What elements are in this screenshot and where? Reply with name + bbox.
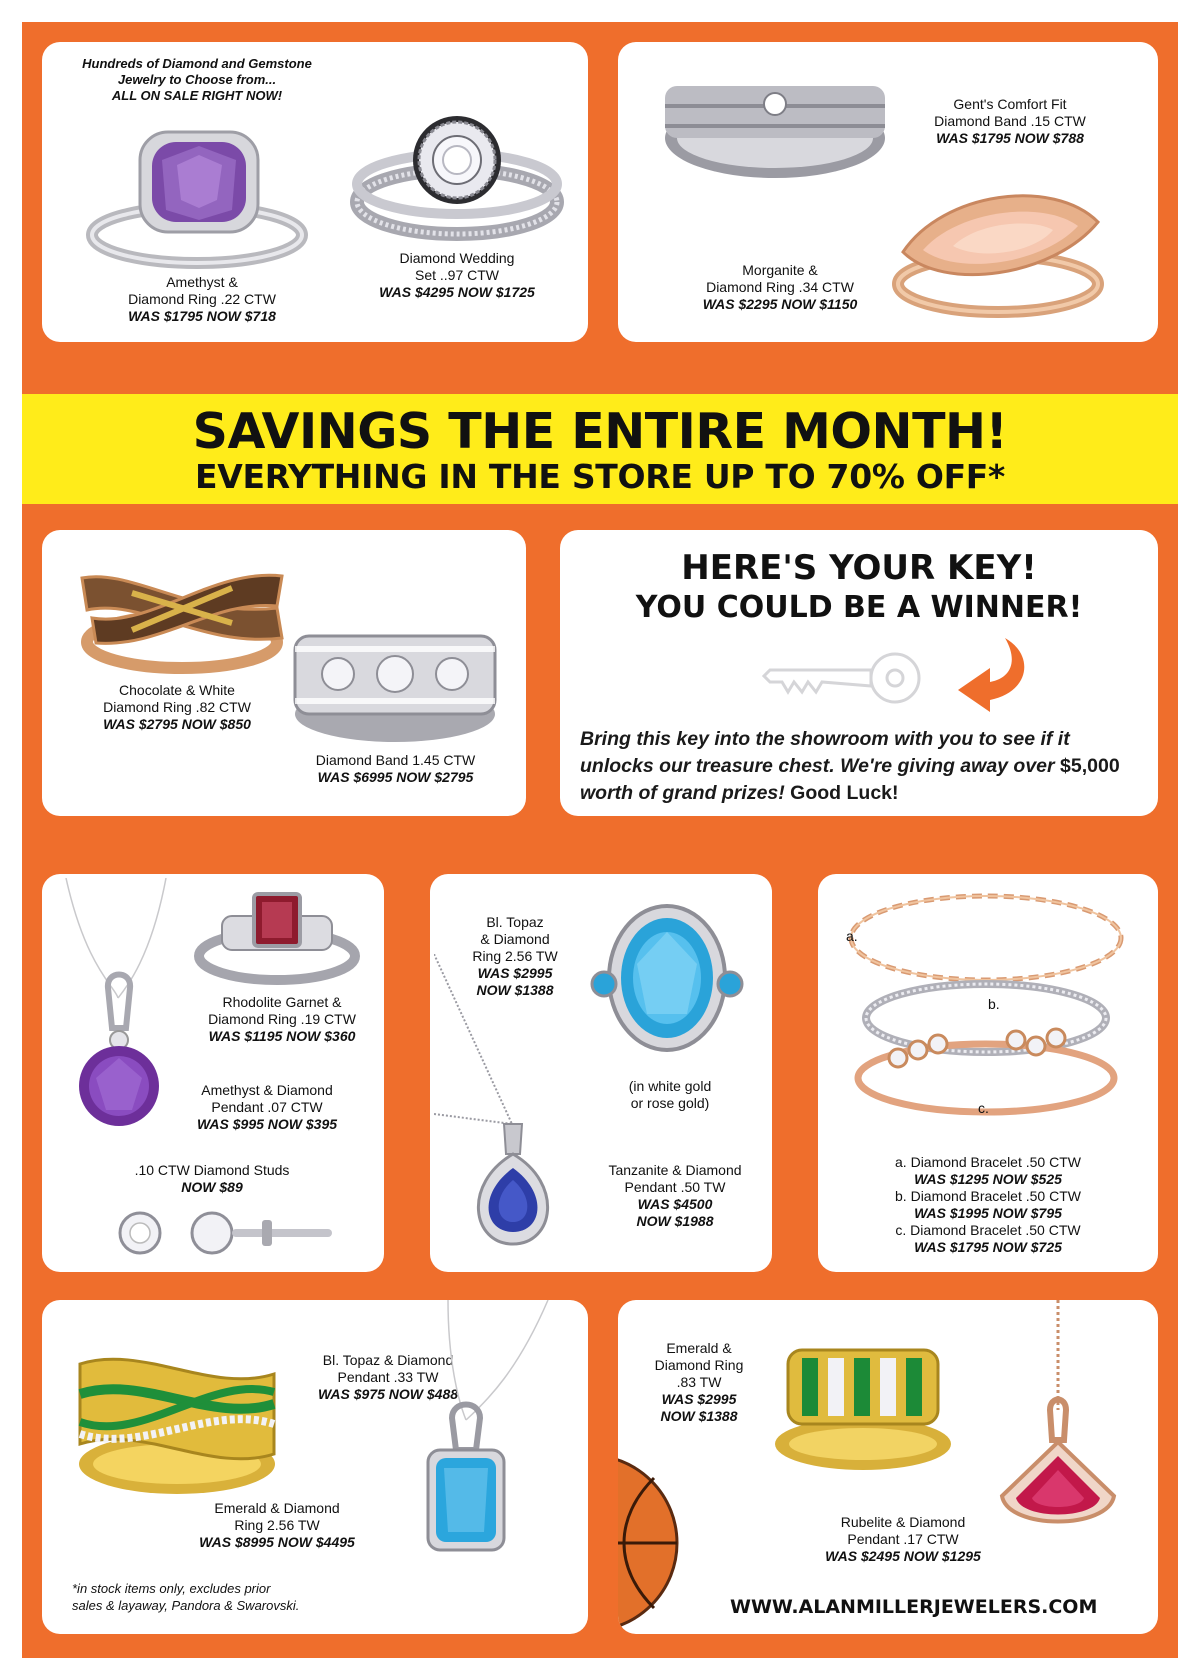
savings-banner [22, 394, 1178, 504]
intro-line-1: Hundreds of Diamond and Gemstone [82, 56, 312, 71]
topaz-ring-name-3: Ring 2.56 TW [472, 948, 558, 964]
morganite-ring-name-2: Diamond Ring .34 CTW [706, 279, 854, 295]
gents-band-image [660, 76, 890, 186]
rubelite-pendant-name-1: Rubelite & Diamond [840, 1514, 966, 1530]
emerald-ring-small-price-was: WAS $2995 [661, 1391, 737, 1407]
emerald-ring-big-info [172, 1500, 382, 1551]
chocolate-ring-name-1: Chocolate & White [119, 682, 235, 698]
key-good-luck: Good Luck! [790, 782, 899, 804]
bracelet-c-price: WAS $1795 NOW $725 [914, 1239, 1062, 1255]
bracelets-image [836, 878, 1136, 1118]
rhodolite-ring-info [192, 994, 372, 1045]
topaz-ring-note [590, 1078, 750, 1112]
intro-text [72, 56, 322, 104]
bracelet-c-label: c. [978, 1100, 989, 1116]
studs-info [122, 1162, 302, 1196]
gents-band-name-1: Gent's Comfort Fit [953, 96, 1067, 112]
emerald-ring-small-image [768, 1340, 958, 1480]
emerald-ring-small-price-now: NOW $1388 [660, 1408, 738, 1424]
diamond-band-price: WAS $6995 NOW $2795 [317, 769, 474, 785]
diamond-studs-image [112, 1206, 342, 1260]
topaz-pendant-name-1: Bl. Topaz & Diamond [322, 1352, 454, 1368]
key-body-part-1: Bring this key into the showroom with you to see if it unlocks our treasure chest. We're giving away over [580, 728, 1070, 777]
rubelite-pendant-image [988, 1300, 1128, 1550]
topaz-ring-price-now: NOW $1388 [476, 982, 554, 998]
emerald-ring-small-name-3: .83 TW [676, 1374, 722, 1390]
diamond-band-info [288, 752, 503, 786]
curved-arrow-icon [950, 630, 1040, 720]
bracelet-a-name: a. Diamond Bracelet .50 CTW [895, 1154, 1081, 1170]
tanzanite-pendant-name-2: Pendant .50 TW [624, 1179, 726, 1195]
amethyst-ring-name-2: Diamond Ring .22 CTW [128, 291, 276, 307]
key-body-text [580, 726, 1144, 807]
chocolate-ring-info [72, 682, 282, 733]
topaz-ring-note-2: or rose gold) [630, 1095, 710, 1111]
topaz-pendant-image [388, 1300, 558, 1570]
panel-lower-right [818, 874, 1158, 1272]
amethyst-ring-info [102, 274, 302, 325]
tanzanite-pendant-price-now: NOW $1988 [636, 1213, 714, 1229]
panel-key-promo [560, 530, 1158, 816]
amethyst-pendant-name-1: Amethyst & Diamond [201, 1082, 333, 1098]
bracelet-b-name: b. Diamond Bracelet .50 CTW [895, 1188, 1081, 1204]
rhodolite-ring-name-2: Diamond Ring .19 CTW [208, 1011, 356, 1027]
wedding-set-image [347, 102, 567, 252]
diamond-band-image [288, 626, 503, 746]
intro-line-3: ALL ON SALE RIGHT NOW! [111, 88, 283, 103]
wedding-set-price: WAS $4295 NOW $1725 [379, 284, 535, 300]
bracelet-a-label: a. [846, 928, 858, 944]
key-subheading: YOU COULD BE A WINNER! [635, 590, 1083, 625]
chocolate-ring-name-2: Diamond Ring .82 CTW [103, 699, 251, 715]
banner-subheadline: EVERYTHING IN THE STORE UP TO 70% OFF* [194, 457, 1006, 496]
rhodolite-ring-image [192, 886, 362, 986]
bracelet-b-label: b. [988, 996, 1000, 1012]
key-body-part-2: worth of grand prizes! [580, 782, 785, 804]
amethyst-pendant-image [56, 878, 176, 1148]
key-heading: HERE'S YOUR KEY! [681, 548, 1037, 588]
emerald-ring-big-name-2: Ring 2.56 TW [234, 1517, 320, 1533]
panel-middle-left [42, 530, 526, 816]
emerald-ring-big-image [72, 1334, 282, 1504]
gents-band-info [910, 96, 1110, 147]
panel-lower-left [42, 874, 384, 1272]
wedding-set-name-1: Diamond Wedding [399, 250, 515, 266]
panel-top-left [42, 42, 588, 342]
rubelite-pendant-info [798, 1514, 1008, 1565]
topaz-pendant-price: WAS $975 NOW $488 [317, 1386, 459, 1402]
key-prize-amount: $5,000 [1060, 755, 1120, 777]
amethyst-ring-image [82, 120, 322, 270]
emerald-ring-small-name-2: Diamond Ring [654, 1357, 744, 1373]
bracelet-b-price: WAS $1995 NOW $795 [914, 1205, 1062, 1221]
bracelets-info [848, 1154, 1128, 1256]
disclaimer-line-2: sales & layaway, Pandora & Swarovski. [72, 1598, 300, 1613]
wedding-set-name-2: Set ..97 CTW [414, 267, 500, 283]
topaz-ring-name-2: & Diamond [480, 931, 550, 947]
chocolate-ring-price: WAS $2795 NOW $850 [103, 716, 251, 732]
tanzanite-pendant-image [434, 954, 614, 1254]
topaz-ring-price-was: WAS $2995 [477, 965, 553, 981]
emerald-ring-small-name-1: Emerald & [666, 1340, 732, 1356]
tanzanite-pendant-info [590, 1162, 760, 1230]
bracelet-c-name: c. Diamond Bracelet .50 CTW [895, 1222, 1081, 1238]
studs-price: NOW $89 [181, 1179, 243, 1195]
morganite-ring-info [680, 262, 880, 313]
topaz-ring-note-1: (in white gold [628, 1078, 712, 1094]
emerald-ring-small-info [634, 1340, 764, 1425]
panel-bottom-left [42, 1300, 588, 1634]
amethyst-ring-name-1: Amethyst & [166, 274, 238, 290]
diamond-band-name: Diamond Band 1.45 CTW [315, 752, 476, 768]
rubelite-pendant-price: WAS $2495 NOW $1295 [825, 1548, 981, 1564]
flyer-background [22, 22, 1178, 1658]
emerald-ring-big-price: WAS $8995 NOW $4495 [199, 1534, 355, 1550]
panel-top-right [618, 42, 1158, 342]
topaz-ring-name-1: Bl. Topaz [486, 914, 544, 930]
tanzanite-pendant-name-1: Tanzanite & Diamond [608, 1162, 742, 1178]
topaz-pendant-name-2: Pendant .33 TW [337, 1369, 439, 1385]
gents-band-name-2: Diamond Band .15 CTW [934, 113, 1086, 129]
panel-lower-middle [430, 874, 772, 1272]
basketball-icon [618, 1448, 684, 1634]
tanzanite-pendant-price-was: WAS $4500 [637, 1196, 713, 1212]
morganite-ring-name-1: Morganite & [742, 262, 818, 278]
amethyst-pendant-price: WAS $995 NOW $395 [196, 1116, 338, 1132]
key-icon [760, 648, 930, 708]
disclaimer [72, 1580, 352, 1614]
disclaimer-line-1: *in stock items only, excludes prior [72, 1581, 271, 1596]
emerald-ring-big-name-1: Emerald & Diamond [214, 1500, 340, 1516]
banner-headline: SAVINGS THE ENTIRE MONTH! [192, 403, 1008, 460]
rubelite-pendant-name-2: Pendant .17 CTW [847, 1531, 959, 1547]
gents-band-price: WAS $1795 NOW $788 [936, 130, 1084, 146]
studs-name: .10 CTW Diamond Studs [134, 1162, 290, 1178]
panel-bottom-right [618, 1300, 1158, 1634]
amethyst-pendant-info [172, 1082, 362, 1133]
morganite-ring-price: WAS $2295 NOW $1150 [702, 296, 858, 312]
bracelet-a-price: WAS $1295 NOW $525 [914, 1171, 1062, 1187]
wedding-set-info [352, 250, 562, 301]
amethyst-ring-price: WAS $1795 NOW $718 [128, 308, 276, 324]
amethyst-pendant-name-2: Pendant .07 CTW [211, 1099, 323, 1115]
website-link[interactable]: WWW.ALANMILLERJEWELERS.COM [730, 1596, 1098, 1618]
intro-line-2: Jewelry to Choose from... [117, 72, 277, 87]
rhodolite-ring-price: WAS $1195 NOW $360 [208, 1028, 356, 1044]
rhodolite-ring-name-1: Rhodolite Garnet & [222, 994, 342, 1010]
chocolate-ring-image [72, 548, 302, 678]
morganite-ring-image [883, 182, 1113, 322]
